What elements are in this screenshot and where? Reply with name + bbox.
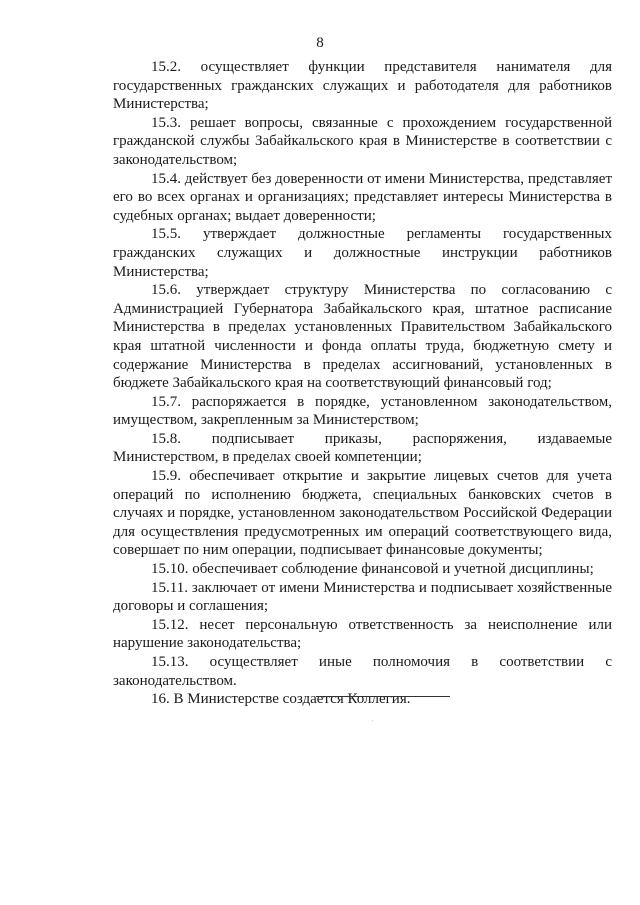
paragraph-15-2: 15.2. осуществляет функции представителя нанимателя для государственных гражданских служащих и работодателя для работников Министерства; bbox=[113, 59, 612, 113]
document-body bbox=[113, 58, 612, 709]
paragraph-16: 16. В Министерстве создается Коллегия. bbox=[151, 691, 411, 708]
paragraph-15-8: 15.8. подписывает приказы, распоряжения, издаваемые Министерством, в пределах своей компетенции; bbox=[113, 430, 612, 466]
paragraph-15-6: 15.6. утверждает структуру Министерства по согласованию с Администрацией Губернатора Забайкальского края, штатное расписание Министерства в пределах установленных Правительством Забайкальского края штатной численности и фонда оплаты труда, бюджетную смету и содержание Министерства в пределах ассигнований, установленных в бюджете Забайкальского края на соответствующий финансовый год; bbox=[113, 282, 612, 392]
paragraph-15-12: 15.12. несет персональную ответственность за неисполнение или нарушение законодательства; bbox=[113, 616, 612, 652]
paragraph-15-9: 15.9. обеспечивает открытие и закрытие лицевых счетов для учета операций по исполнению бюджета, специальных банковских счетов в случаях и порядке, установленном законодательством Российской Федерации для осуществления предусмотренных им операций соответствующего вида, совершает по ним операции, подписывает финансовые документы; bbox=[113, 468, 612, 559]
scan-speck bbox=[372, 720, 373, 721]
paragraph-15-10: 15.10. обеспечивает соблюдение финансовой и учетной дисциплины; bbox=[151, 561, 594, 578]
page-number: 8 bbox=[316, 35, 324, 51]
closing-separator-line bbox=[316, 696, 450, 697]
paragraph-15-11: 15.11. заключает от имени Министерства и подписывает хозяйственные договоры и соглашения; bbox=[113, 579, 612, 615]
paragraph-15-3: 15.3. решает вопросы, связанные с прохождением государственной гражданской службы Забайкальского края в Министерстве в соответствии с законодательством; bbox=[113, 114, 612, 168]
paragraph-15-13: 15.13. осуществляет иные полномочия в соответствии с законодательством. bbox=[113, 654, 612, 689]
paragraph-15-7: 15.7. распоряжается в порядке, установленном законодательством, имуществом, закрепленным за Министерством; bbox=[113, 393, 612, 429]
paragraph-15-5: 15.5. утверждает должностные регламенты государственных гражданских служащих и должностные инструкции работников Министерства; bbox=[113, 226, 612, 280]
paragraph-15-4: 15.4. действует без доверенности от имени Министерства, представляет его во всех органах и организациях; представляет интересы Министерства в судебных органах; выдает доверенности; bbox=[113, 170, 612, 224]
